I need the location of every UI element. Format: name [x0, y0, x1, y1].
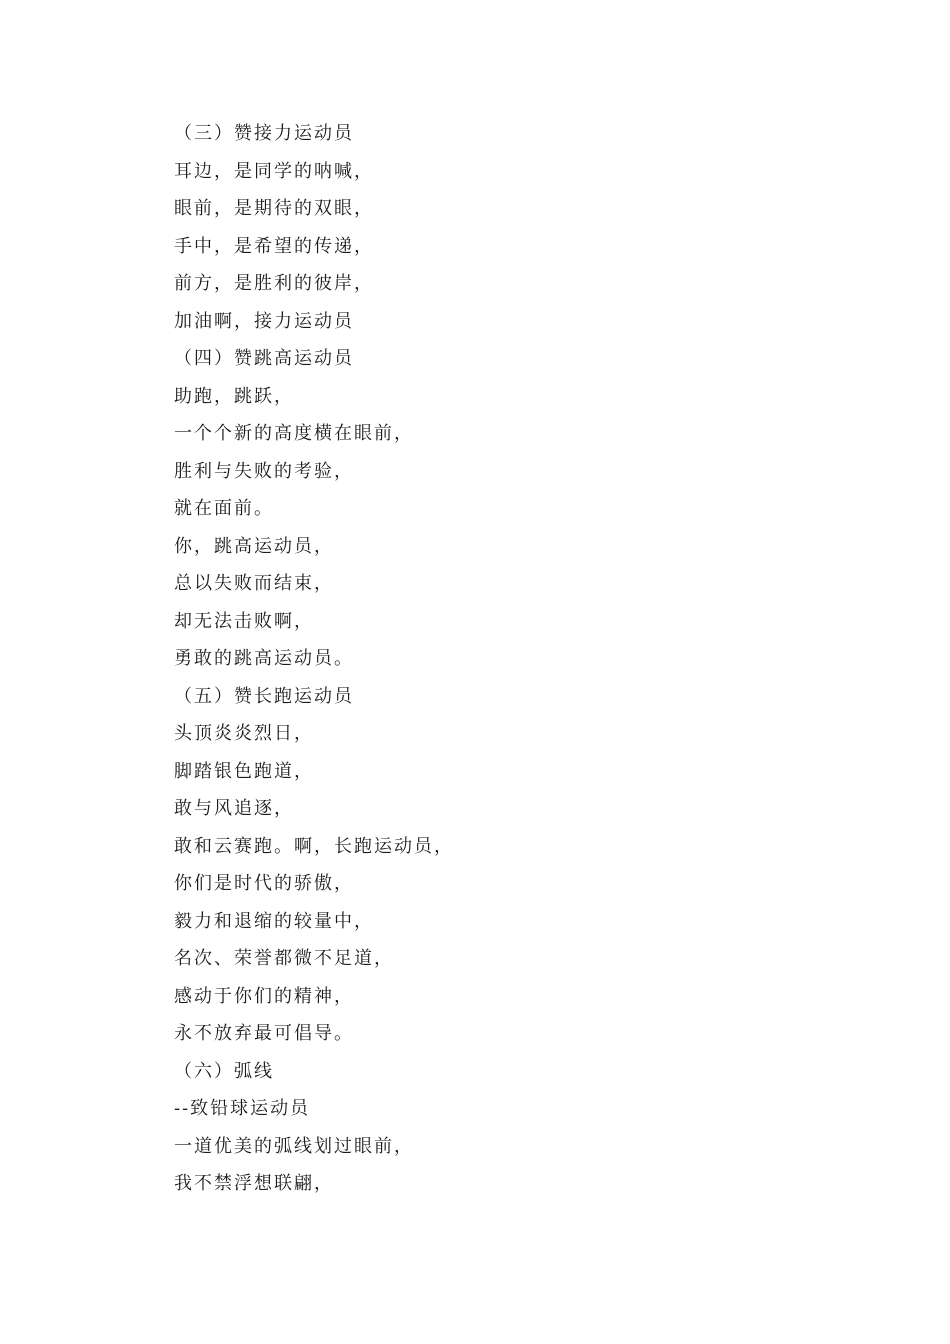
poem-line: 前方，是胜利的彼岸， — [174, 273, 374, 294]
poem-line: 一个个新的高度横在眼前， — [174, 423, 414, 444]
poem-line: 眼前，是期待的双眼， — [174, 198, 374, 219]
poem-line: 一道优美的弧线划过眼前， — [174, 1135, 414, 1157]
poem-line: 助跑，跳跃， — [174, 385, 294, 407]
poem-line: 你，跳高运动员， — [174, 535, 334, 557]
poem-line: 感动于你们的精神， — [174, 985, 354, 1007]
section-heading-long-distance: （五）赞长跑运动员 — [174, 685, 354, 707]
poem-line: 加油啊，接力运动员 — [174, 310, 354, 332]
poem-line: 你们是时代的骄傲， — [174, 873, 354, 894]
poem-line: 敢与风追逐， — [174, 798, 294, 819]
section-heading-relay: （三）赞接力运动员 — [174, 123, 354, 144]
poem-line: 耳边，是同学的呐喊， — [174, 160, 374, 182]
poem-line: 毅力和退缩的较量中， — [174, 910, 374, 932]
poem-line: 永不放弃最可倡导。 — [174, 1023, 354, 1044]
poem-line: 手中，是希望的传递， — [174, 235, 374, 257]
poem-line: 就在面前。 — [174, 498, 274, 519]
poem-line: 我不禁浮想联翩， — [174, 1173, 334, 1194]
section-heading-high-jump: （四）赞跳高运动员 — [174, 348, 354, 369]
poem-line: 总以失败而结束， — [174, 573, 334, 594]
poem-line: 胜利与失败的考验， — [174, 460, 354, 482]
poem-line: 却无法击败啊， — [174, 610, 314, 632]
poem-line: 勇敢的跳高运动员。 — [174, 648, 354, 669]
poem-line: 敢和云赛跑。啊，长跑运动员， — [174, 835, 454, 857]
poem-text-block — [174, 115, 874, 1203]
poem-line: 名次、荣誉都微不足道， — [174, 948, 394, 969]
section-heading-arc: （六）弧线 — [174, 1060, 274, 1082]
section-subtitle-shot-put: --致铅球运动员 — [174, 1098, 311, 1119]
poem-line: 脚踏银色跑道， — [174, 760, 314, 782]
poem-line: 头顶炎炎烈日， — [174, 723, 314, 744]
